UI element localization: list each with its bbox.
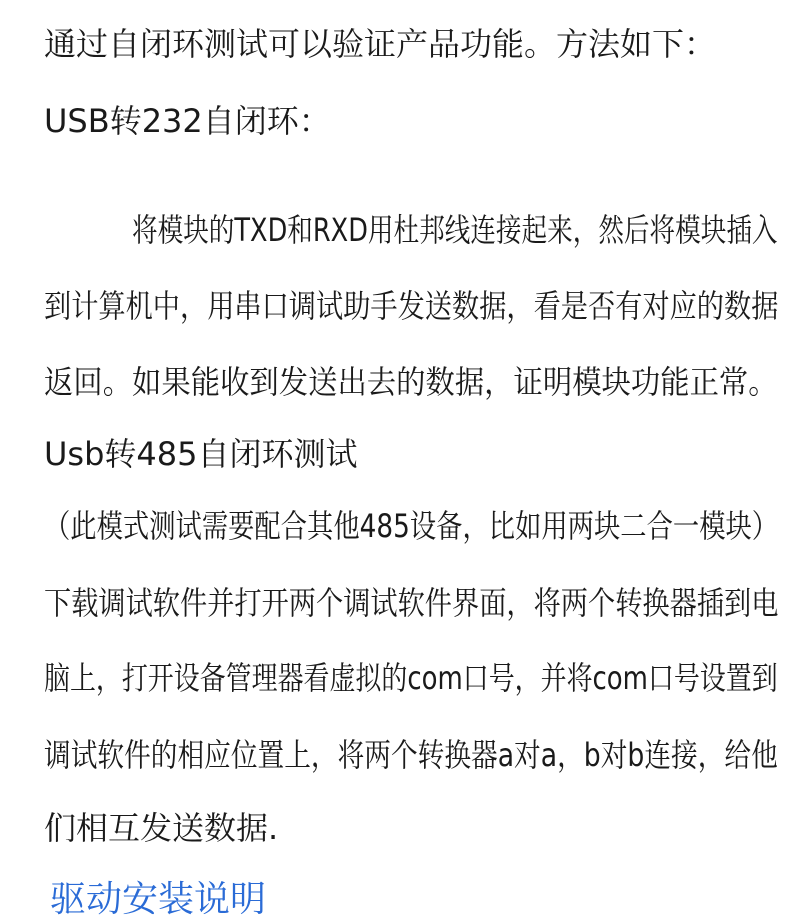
usb485-step-line-3: 调试软件的相应位置上，将两个转换器a对a，b对b连接，给他 <box>44 736 778 774</box>
usb485-step-line-2: 脑上，打开设备管理器看虚拟的com口号，并将com口号设置到 <box>44 659 778 697</box>
driver-install-link[interactable]: 驱动安装说明 <box>50 879 267 920</box>
usb485-note: （此模式测试需要配合其他485设备，比如用两块二合一模块） <box>44 507 779 545</box>
usb232-step-line-3: 返回。如果能收到发送出去的数据，证明模块功能正常。 <box>44 363 778 401</box>
usb232-step-line-1: 将模块的TXD和RXD用杜邦线连接起来，然后将模块插入 <box>132 211 778 249</box>
intro-paragraph: 通过自闭环测试可以验证产品功能。方法如下： <box>44 25 717 63</box>
usb485-heading: Usb转485自闭环测试 <box>44 435 358 473</box>
usb485-step-line-4: 们相互发送数据. <box>44 809 279 847</box>
usb232-step-line-2: 到计算机中，用串口调试助手发送数据，看是否有对应的数据 <box>44 287 779 325</box>
usb232-heading: USB转232自闭环： <box>44 102 331 140</box>
usb485-step-line-1: 下载调试软件并打开两个调试软件界面，将两个转换器插到电 <box>44 584 779 622</box>
